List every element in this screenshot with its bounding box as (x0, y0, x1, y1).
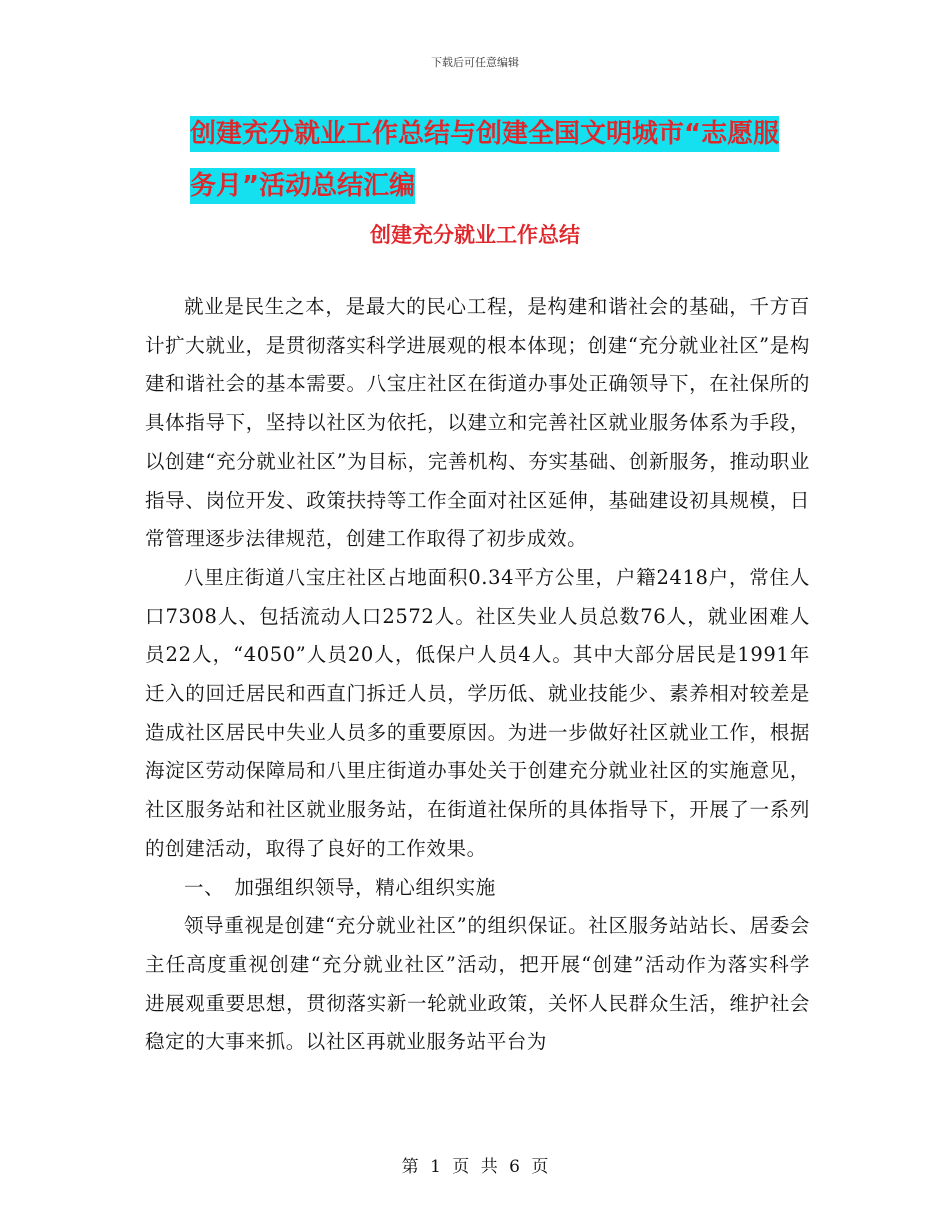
document-body (145, 288, 810, 1062)
page-number-footer: 第 1 页 共 6 页 (401, 1157, 549, 1177)
document-title (145, 108, 807, 212)
title-highlight-2: 务月”活动总结汇编 (190, 168, 415, 204)
document-title-line-1 (145, 108, 807, 160)
paragraph-intro: 就业是民生之本，是最大的民心工程，是构建和谐社会的基础，千方百计扩大就业，是贯彻落实科学进展观的根本体现；创建“充分就业社区”是构建和谐社会的基本需要。八宝庄社区在街道办事处正确领导下，在社保所的具体指导下，坚持以社区为依托，以建立和完善社区就业服务体系为手段，以创建“充分就业社区”为目标，完善机构、夯实基础、创新服务，推动职业指导、岗位开发、政策扶持等工作全面对社区延伸，基础建设初具规模，日常管理逐步法律规范，创建工作取得了初步成效。 (145, 295, 810, 551)
paragraph-leadership: 领导重视是创建“充分就业社区”的组织保证。社区服务站站长、居委会主任高度重视创建“充分就业社区”活动，把开展“创建”活动作为落实科学进展观重要思想，贯彻落实新一轮就业政策，关怀人民群众生活，维护社会稳定的大事来抓。以社区再就业服务站平台为 (145, 914, 810, 1054)
document-title-line-2 (145, 160, 807, 212)
subheading-organization: 一、 加强组织领导，精心组织实施 (184, 875, 496, 899)
title-highlight-1: 创建充分就业工作总结与创建全国文明城市“志愿服 (190, 116, 779, 152)
header-note: 下载后可任意编辑 (431, 56, 519, 69)
paragraph-community-overview: 八里庄街道八宝庄社区占地面积0.34平方公里，户籍2418户，常住人口7308人、包括流动人口2572人。社区失业人员总数76人，就业困难人员22人，“4050”人员20人，低保户人员4人。其中大部分居民是1991年迁入的回迁居民和西直门拆迁人员，学历低、就业技能少、素养相对较差是造成社区居民中失业人员多的重要原因。为进一步做好社区就业工作，根据海淀区劳动保障局和八里庄街道办事处关于创建充分就业社区的实施意见，社区服务站和社区就业服务站，在街道社保所的具体指导下，开展了一系列的创建活动，取得了良好的工作效果。 (145, 565, 810, 860)
section-title: 创建充分就业工作总结 (370, 223, 580, 247)
